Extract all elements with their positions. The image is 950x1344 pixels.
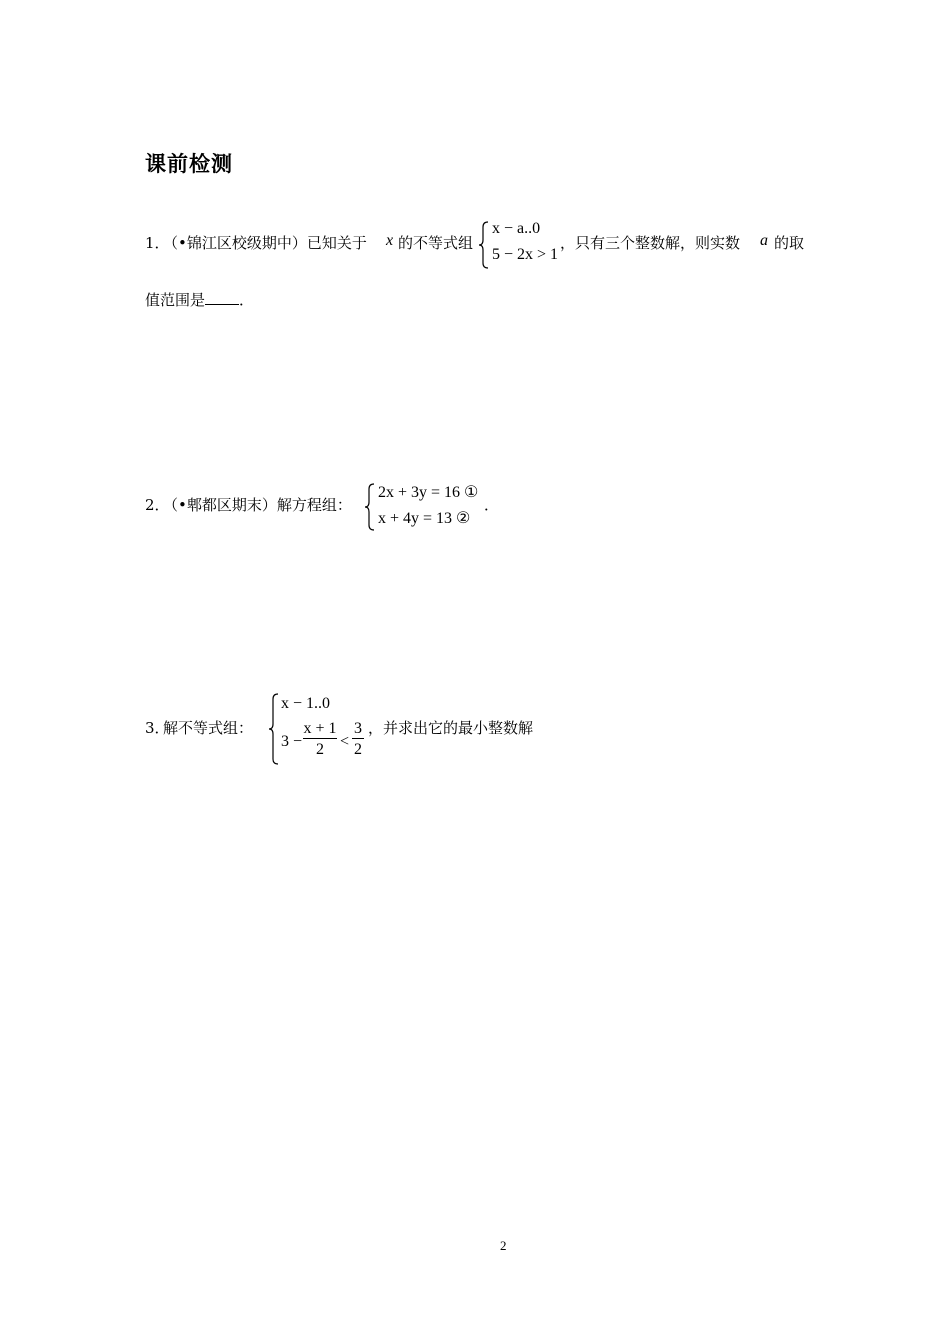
q1-number: 1． [145,234,170,252]
q2-system-brace [364,483,376,531]
q1-intro-text: （•锦江区校级期中）已知关于 [163,234,367,252]
q1-mid-text: 的不等式组 [398,234,474,252]
section-heading: 课前检测 [145,152,233,176]
q1-post2-text: 的取 [774,234,805,252]
q1-system-brace [478,221,490,269]
q1-answer-blank[interactable] [205,291,239,305]
page-number: 2 [500,1238,507,1253]
q3-fraction-2 [352,720,364,759]
q3-inequality-2-prefix: 3 − [281,733,303,750]
q1-post-text: ，只有三个整数解，则实数 [560,234,741,252]
q3-number: 3． [145,719,170,737]
q3-intro-text: 解不等式组： [163,719,254,737]
q3-fraction-1-denominator: 2 [303,738,337,759]
q2-end: ． [484,496,500,514]
q1-end: ． [239,291,255,309]
q2-equation-1: 2x + 3y = 16 ① [378,484,479,501]
q1-inequality-1: x − a..0 [492,220,541,237]
q3-inequality-1: x − 1..0 [281,695,331,712]
q3-fraction-2-numerator: 3 [354,720,362,737]
q1-inequality-2: 5 − 2x > 1 [492,246,559,263]
q3-fraction-2-denominator: 2 [352,738,364,759]
q2-number: 2． [145,496,170,514]
q1-range-label: 值范围是 [145,291,206,309]
q3-fraction-1-numerator: x + 1 [303,720,337,737]
q1-line-b [145,290,254,310]
q2-intro-text: （•郫都区期末）解方程组： [163,496,352,514]
q1-var-a: a [760,232,768,249]
q3-system-brace [268,693,280,765]
q3-post-text: ，并求出它的最小整数解 [368,719,534,737]
q3-fraction-1 [303,720,337,759]
q2-equation-2: x + 4y = 13 ② [378,510,471,527]
q1-var-x: x [386,232,394,249]
q3-less-than: < [340,733,350,750]
